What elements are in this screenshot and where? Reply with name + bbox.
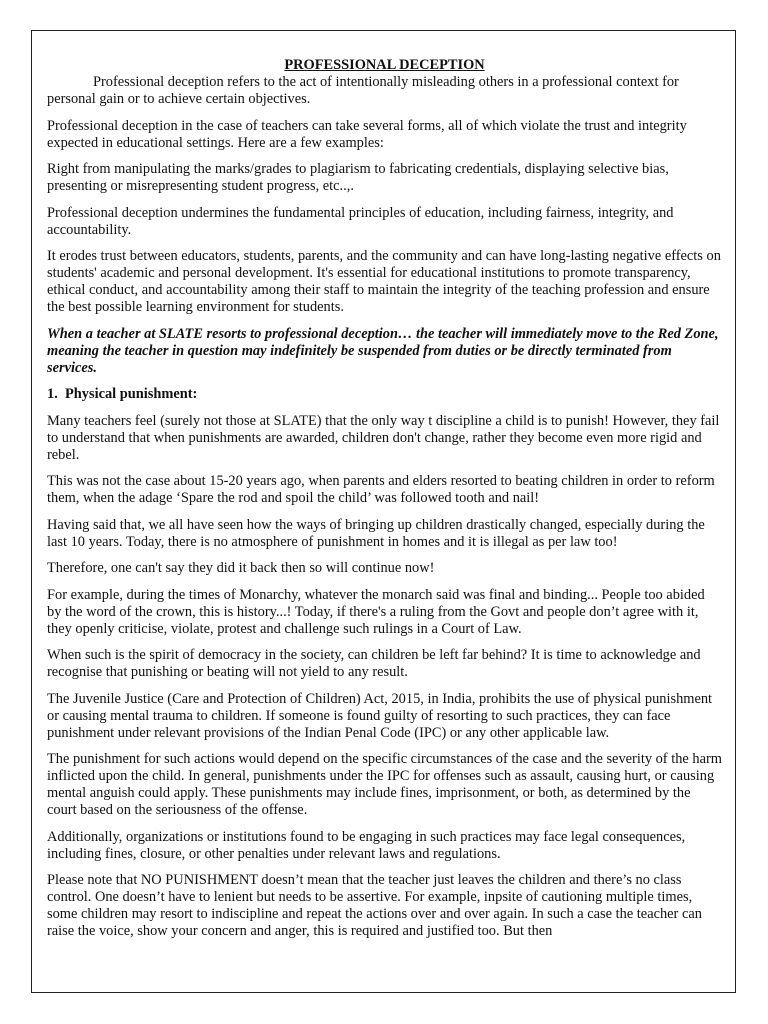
section-number: 1. — [47, 386, 58, 402]
paragraph: For example, during the times of Monarchy, whatever the monarch said was final and binding... People too abided by the word of the crown, this is history...! Today, if there's a ruling from the Govt and people don’t agree with it, they openly criticise, violate, protest and challenge such rulings in a Court of Law. — [47, 586, 705, 637]
paragraph: Please note that NO PUNISHMENT doesn’t mean that the teacher just leaves the children and there’s no class control. One doesn’t have to lenient but needs to be assertive. For example, inpsite of cautioning multiple times, some children may resort to indiscipline and repeat the actions over and over again. In such a case the teacher can raise the voice, show your concern and anger, this is required and justified too. But then — [47, 872, 702, 939]
section-title: Physical punishment: — [65, 386, 198, 402]
paragraph: Right from manipulating the marks/grades to plagiarism to fabricating credentials, displaying selective bias, presenting or misrepresenting student progress, etc..,. — [47, 161, 669, 194]
paragraph: The Juvenile Justice (Care and Protection of Children) Act, 2015, in India, prohibits the use of physical punishment or causing mental trauma to children. If someone is found guilty of resorting to such practices, they can face punishment under relevant provisions of the Indian Penal Code (IPC) or any other applicable law. — [47, 690, 713, 741]
paragraph: Many teachers feel (surely not those at SLATE) that the only way t discipline a child is to punish! However, they fail to understand that when punishments are awarded, children don't change, rather they become even more rigid and rebel. — [47, 412, 720, 463]
paragraph: Professional deception undermines the fundamental principles of education, including fairness, integrity, and accountability. — [47, 204, 674, 238]
document-title: PROFESSIONAL DECEPTION — [284, 57, 485, 73]
paragraph: Additionally, organizations or institutions found to be engaging in such practices may face legal consequences, including fines, closure, or other penalties under relevant laws and regulations. — [47, 828, 686, 862]
paragraph: Having said that, we all have seen how the ways of bringing up children drastically changed, especially during the last 10 years. Today, there is no atmosphere of punishment in homes and it is illegal as per law too! — [47, 516, 705, 550]
paragraph: Therefore, one can't say they did it back then so will continue now! — [47, 560, 435, 576]
paragraph: Professional deception in the case of teachers can take several forms, all of which violate the trust and integrity expected in educational settings. Here are a few examples: — [47, 117, 687, 151]
intro-paragraph: Professional deception refers to the act of intentionally misleading others in a professional context for personal gain or to achieve certain objectives. — [47, 74, 679, 107]
paragraph: The punishment for such actions would depend on the specific circumstances of the case and the severity of the harm inflicted upon the child. In general, punishments under the IPC for offenses such as assault, causing hurt, or causing mental anguish could apply. These punishments may include fines, imprisonment, or both, as determined by the court based on the seriousness of the offense. — [47, 751, 722, 818]
document-body — [47, 57, 722, 950]
section-heading-physical-punishment — [47, 386, 722, 403]
paragraph: This was not the case about 15-20 years ago, when parents and elders resorted to beating children in order to reform them, when the adage ‘Spare the rod and spoil the child’ was followed tooth and nail! — [47, 473, 715, 506]
paragraph: When such is the spirit of democracy in the society, can children be left far behind? It is time to acknowledge and recognise that punishing or beating will not yield to any result. — [47, 647, 701, 680]
red-zone-warning: When a teacher at SLATE resorts to professional deception… the teacher will immediately move to the Red Zone, meaning the teacher in question may indefinitely be suspended from duties or be directly terminated from services. — [47, 325, 719, 376]
paragraph: It erodes trust between educators, students, parents, and the community and can have long-lasting negative effects on students' academic and personal development. It's essential for educational institutions to promote transparency, ethical conduct, and accountability among their staff to maintain the integrity of the teaching profession and ensure the best possible learning environment for students. — [47, 248, 721, 315]
